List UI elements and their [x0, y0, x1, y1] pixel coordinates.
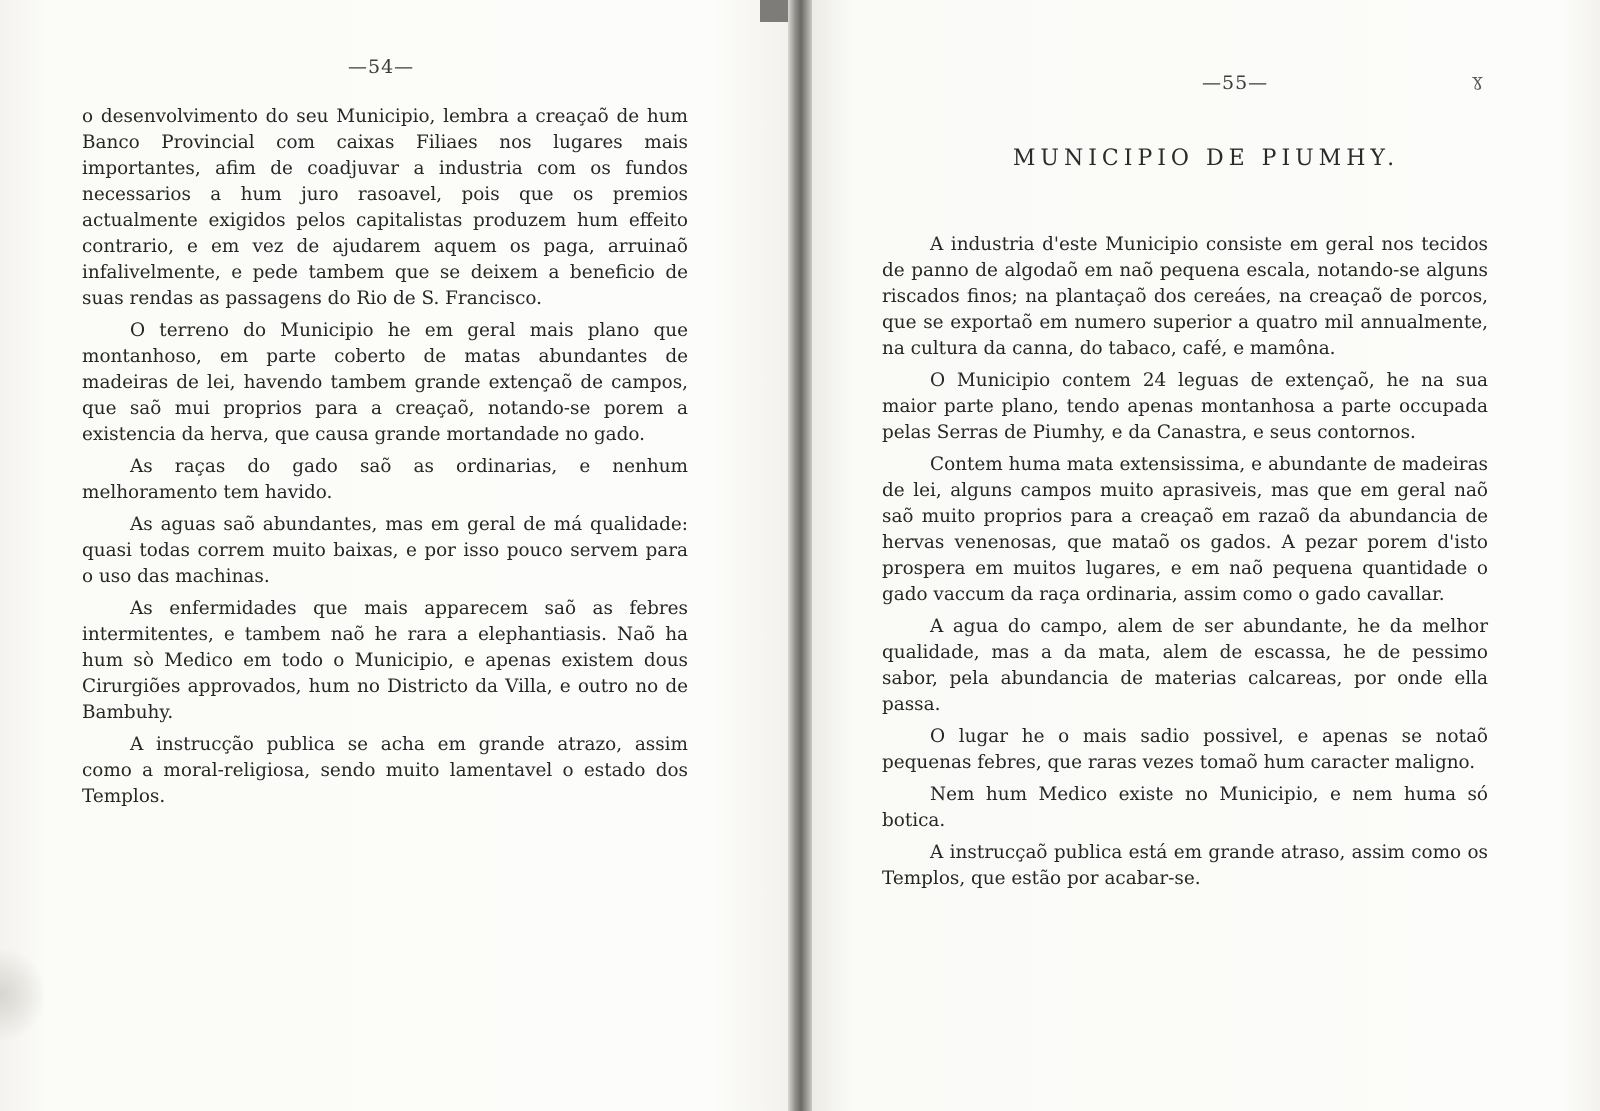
paragraph: As enfermidades que mais apparecem saõ as febres intermitentes, e tambem naõ he rara a elephantiasis. Naõ ha hum sò Medico em todo o Municipio, e apenas existem dous Cirurgiões approvados, hum no Districto da Villa, e outro no de Bambuhy.	[82, 598, 688, 723]
paragraph: A instrucçaõ publica está em grande atraso, assim como os Templos, que estão por acabar-se.	[882, 842, 1488, 889]
left-page-text	[82, 104, 688, 810]
printer-mark-icon: ɣ	[1472, 70, 1483, 91]
left-page	[0, 0, 792, 1111]
section-title: MUNICIPIO DE PIUMHY.	[1012, 146, 1400, 171]
page-number-54: —54—	[348, 56, 415, 78]
paragraph: As aguas saõ abundantes, mas em geral de má qualidade: quasi todas correm muito baixas, e por isso pouco servem para o uso das machinas.	[82, 514, 688, 587]
paragraph: Nem hum Medico existe no Municipio, e nem huma só botica.	[882, 784, 1488, 831]
paragraph: A industria d'este Municipio consiste em geral nos tecidos de panno de algodaõ em naõ pequena escala, notando-se alguns riscados finos; na plantaçaõ dos cereáes, na creaçaõ de porcos, que se exportaõ em numero superior a quatro mil annualmente, na cultura da canna, do tabaco, café, e mamôna.	[882, 234, 1488, 359]
paragraph: O Municipio contem 24 leguas de extençaõ, he na sua maior parte plano, tendo apenas montanhosa a parte occupada pelas Serras de Piumhy, e da Canastra, e seus contornos.	[882, 370, 1488, 443]
paragraph: O terreno do Municipio he em geral mais plano que montanhoso, em parte coberto de matas abundantes de madeiras de lei, havendo tambem grande extençaõ de campos, que saõ mui proprios para a creaçaõ, notando-se porem a existencia da herva, que causa grande mortandade no gado.	[82, 320, 688, 445]
paragraph: A agua do campo, alem de ser abundante, he da melhor qualidade, mas a da mata, alem de escassa, he de pessimo sabor, pela abundancia de materias calcareas, por onde ella passa.	[882, 616, 1488, 715]
paragraph: Contem huma mata extensissima, e abundante de madeiras de lei, alguns campos muito aprasiveis, mas que em geral naõ saõ muito proprios para a creaçaõ em razaõ da abundancia de hervas venenosas, que mataõ os gados. A pezar porem d'isto prospera em muitos lugares, e em naõ pequena quantidade o gado vaccum da raça ordinaria, assim como o gado cavallar.	[882, 454, 1488, 605]
paragraph: O lugar he o mais sadio possivel, e apenas se notaõ pequenas febres, que raras vezes tomaõ hum caracter maligno.	[882, 726, 1488, 773]
paragraph: A instrucção publica se acha em grande atrazo, assim como a moral-religiosa, sendo muito lamentavel o estado dos Templos.	[82, 734, 688, 807]
page-stain	[0, 950, 44, 1040]
paragraph: As raças do gado saõ as ordinarias, e nenhum melhoramento tem havido.	[82, 456, 688, 503]
book-gutter	[788, 0, 814, 1111]
right-page-text	[882, 232, 1488, 892]
paragraph: o desenvolvimento do seu Municipio, lembra a creaçaõ de hum Banco Provincial com caixas Filiaes nos lugares mais importantes, afim de coadjuvar a industria com os fundos necessarios a hum juro rasoavel, pois que os premios actualmente exigidos pelos capitalistas produzem hum effeito contrario, e em vez de ajudarem aquem os paga, arruinaõ infalivelmente, e pede tambem que se deixem a beneficio de suas rendas as passagens do Rio de S. Francisco.	[82, 106, 688, 309]
right-page	[812, 0, 1600, 1111]
page-number-55: —55—	[1202, 72, 1269, 94]
